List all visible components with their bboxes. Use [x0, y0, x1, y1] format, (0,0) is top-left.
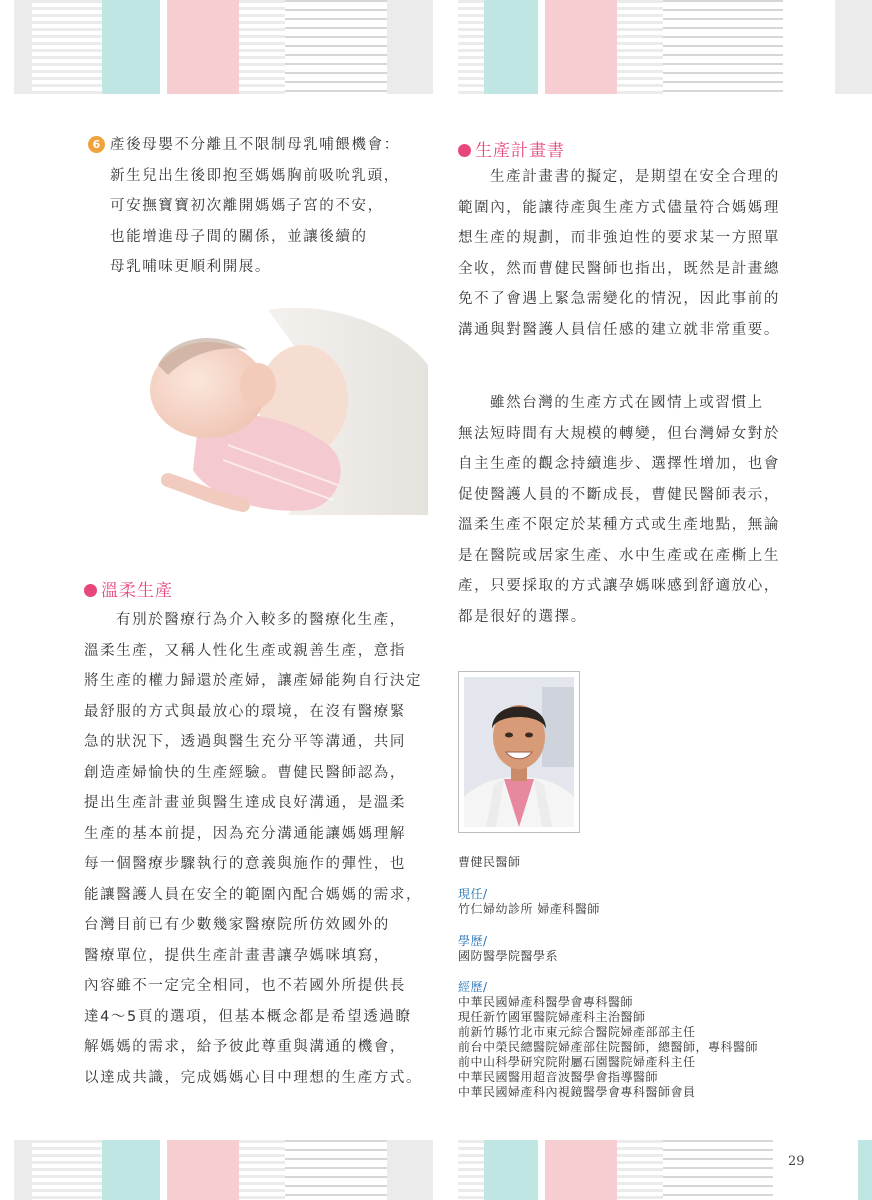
gentle-line-1: 有別於醫療行為介入較多的醫療化生產， — [116, 612, 406, 628]
gentle-line-16: 以達成共識，完成媽媽心目中理想的生產方式。 — [84, 1069, 423, 1086]
bottom-decorative-band — [0, 1140, 872, 1200]
experience-item: 中華民國婦產科醫學會專科醫師 — [458, 995, 634, 1009]
experience-item: 中華民國婦產科內視鏡醫學會專科醫師會員 — [458, 1085, 696, 1099]
plan-p2-line-5: 溫柔生產不限定於某種方式或生產地點，無論 — [458, 517, 780, 533]
gentle-line-11: 台灣目前已有少數幾家醫療院所仿效國外的 — [84, 917, 390, 933]
experience-item: 中華民國醫用超音波醫學會指導醫師 — [458, 1070, 659, 1084]
bullet-dot-icon — [458, 144, 471, 157]
gentle-birth-paragraph — [84, 605, 423, 1093]
doctor-portrait — [464, 677, 574, 827]
breastfeeding-photo — [138, 305, 428, 515]
plan-p2-line-4: 促使醫護人員的不斷成長，曹健民醫師表示， — [458, 486, 780, 503]
plan-p1-line-4: 全收，然而曹健民醫師也指出，既然是計畫總 — [458, 260, 780, 277]
plan-p1-line-5: 免不了會遇上緊急需變化的情況，因此事前的 — [458, 291, 780, 307]
current-position-block — [458, 887, 600, 917]
item-line-3: 可安撫寶寶初次離開媽媽子宮的不安， — [110, 198, 384, 214]
plan-p2-line-3: 自主生產的觀念持續進步、選擇性增加，也會 — [458, 456, 780, 472]
experience-item: 現任新竹國軍醫院婦產科主治醫師 — [458, 1010, 646, 1024]
plan-p2-line-6: 是在醫院或居家生產、水中生產或在產㯕上生 — [458, 547, 780, 564]
current-label: 現任/ — [458, 887, 488, 901]
current-item: 竹仁婦幼診所 婦產科醫師 — [458, 902, 600, 916]
plan-p1-line-6: 溝通與對醫護人員信任感的建立就非常重要。 — [458, 321, 780, 338]
top-decorative-band — [0, 0, 872, 94]
gentle-line-2: 溫柔生產，又稱人性化生產或親善生產，意指 — [84, 642, 406, 659]
gentle-birth-heading — [84, 576, 173, 601]
birth-plan-paragraph-1 — [458, 162, 788, 345]
gentle-line-15: 解媽媽的需求，給予彼此尊重與溝通的機會， — [84, 1039, 406, 1055]
gentle-line-14: 達4～5頁的選項，但基本概念都是希望透過瞭 — [84, 1008, 412, 1025]
birth-plan-heading — [458, 136, 565, 161]
item-line-2: 新生兒出生後即抱至媽媽胸前吸吮乳頭， — [110, 167, 400, 184]
experience-item: 前台中榮民總醫院婦產部住院醫師，總醫師，專科醫師 — [458, 1040, 759, 1054]
gentle-line-8: 生產的基本前提，因為充分溝通能讓媽媽理解 — [84, 825, 406, 842]
plan-p2-line-8: 都是很好的選擇。 — [458, 608, 587, 625]
experience-block — [458, 980, 758, 1100]
gentle-line-13: 內容雖不一定完全相同，也不若國外所提供長 — [84, 978, 406, 994]
item-line-4: 也能增進母子間的關係，並讓後續的 — [110, 228, 368, 245]
gentle-line-7: 提出生產計畫並與醫生達成良好溝通，是溫柔 — [84, 795, 406, 811]
gentle-line-5: 急的狀況下，透過與醫生充分平等溝通，共同 — [84, 734, 406, 750]
gentle-line-10: 能讓醫護人員在安全的範圍內配合媽媽的需求， — [84, 886, 423, 903]
plan-p1-line-2: 範圍內，能讓待產與生產方式儘量符合媽媽理 — [458, 199, 780, 216]
experience-label: 經歷/ — [458, 980, 488, 994]
experience-item: 前新竹縣竹北市東元綜合醫院婦產部部主任 — [458, 1025, 696, 1039]
item-line-5: 母乳哺味更順利開展。 — [110, 259, 271, 275]
education-item: 國防醫學院醫學系 — [458, 949, 559, 963]
gentle-line-6: 創造產婦愉快的生產經驗。曹健民醫師認為， — [84, 764, 406, 781]
gentle-line-9: 每一個醫療步驟執行的意義與施作的彈性，也 — [84, 856, 406, 872]
birth-plan-paragraph-2 — [458, 388, 788, 632]
plan-p2-line-7: 產，只要採取的方式讓孕媽咪感到舒適放心， — [458, 578, 780, 594]
plan-p1-line-1: 生產計畫書的擬定，是期望在安全合理的 — [490, 169, 780, 185]
education-label: 學歷/ — [458, 934, 488, 948]
item-line-1: 產後母嬰不分離且不限制母乳哺餵機會： — [110, 137, 400, 153]
item-paragraph — [110, 130, 415, 283]
experience-item: 前中山科學研究院附屬石園醫院婦產科主任 — [458, 1055, 696, 1069]
plan-p2-line-1: 雖然台灣的生產方式在國情上或習慣上 — [490, 395, 764, 411]
education-block — [458, 934, 558, 964]
gentle-birth-heading-text: 溫柔生產 — [101, 581, 173, 601]
doctor-portrait-frame — [458, 671, 580, 833]
gentle-line-4: 最舒服的方式與最放心的環境，在沒有醫療緊 — [84, 703, 406, 720]
doctor-name: 曹健民醫師 — [458, 855, 521, 869]
gentle-line-3: 將生產的權力歸還於產婦，讓產婦能夠自行決定 — [84, 673, 423, 689]
birth-plan-heading-text: 生產計畫書 — [475, 141, 565, 161]
number-six-icon: 6 — [88, 136, 105, 153]
plan-p1-line-3: 想生產的規劃，而非強迫性的要求某一方照單 — [458, 230, 780, 246]
plan-p2-line-2: 無法短時間有大規模的轉變，但台灣婦女對於 — [458, 425, 780, 442]
gentle-line-12: 醫療單位，提供生產計畫書讓孕媽咪填寫， — [84, 947, 390, 964]
bullet-dot-icon — [84, 584, 97, 597]
page-number: 29 — [788, 1154, 805, 1169]
